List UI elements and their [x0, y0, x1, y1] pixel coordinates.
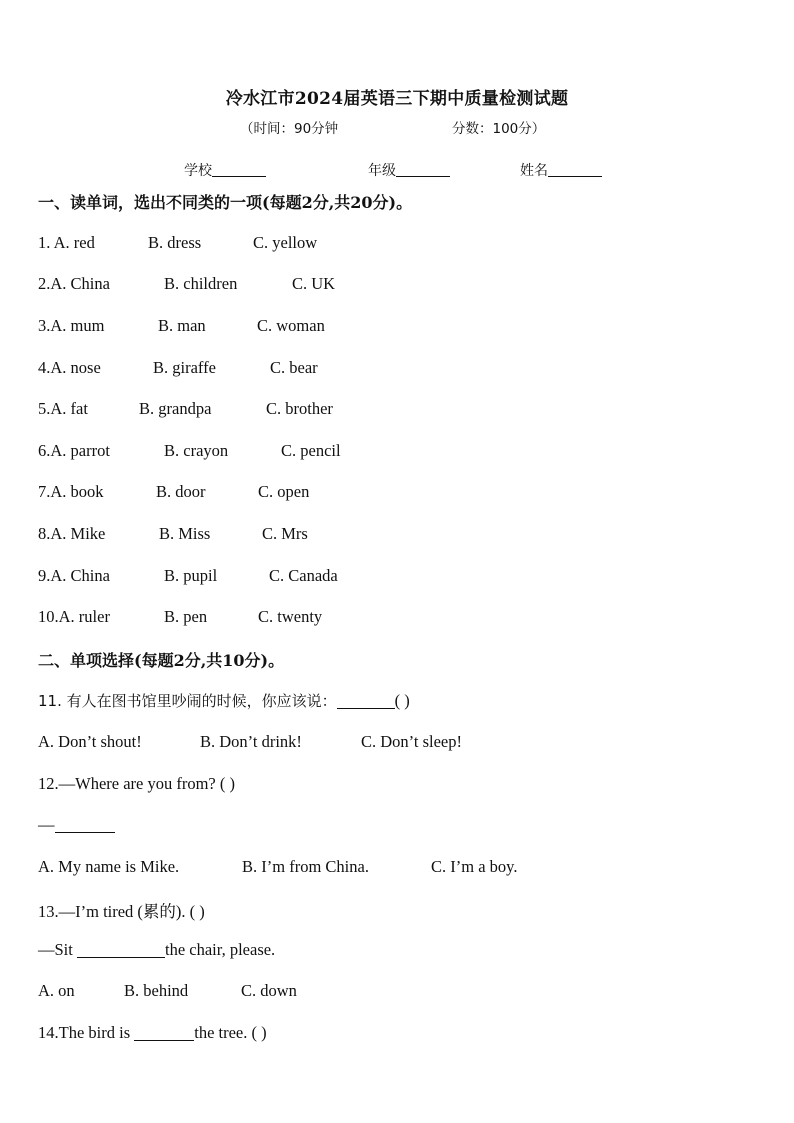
answer-blank: [77, 942, 165, 958]
grade-blank: [396, 162, 450, 177]
question-12: 12.—Where are you from? ( ): [38, 774, 235, 793]
option-b: B. dress: [148, 233, 202, 252]
question-13-reply: [38, 940, 275, 960]
exam-title: 冷水江市2024届英语三下期中质量检测试题: [225, 89, 569, 109]
option-c: C. I’m a boy.: [431, 857, 518, 876]
option-c: C. Canada: [269, 566, 338, 585]
option-a: 8.A. Mike: [38, 524, 106, 543]
option-b: B. children: [164, 274, 238, 293]
option-b: B. pupil: [164, 566, 218, 585]
option-c: C. down: [241, 981, 297, 1000]
question-11: [38, 690, 410, 711]
name-label: 姓名: [520, 163, 548, 179]
grade-label: 年级: [368, 163, 396, 179]
option-b: B. crayon: [164, 441, 229, 460]
option-a: 7.A. book: [38, 482, 104, 501]
option-a: 3.A. mum: [38, 316, 105, 335]
option-a: 1. A. red: [38, 233, 95, 252]
option-c: C. brother: [266, 399, 333, 418]
question-12-reply: [38, 815, 115, 835]
option-c: C. bear: [270, 358, 318, 377]
option-a: A. Don’t shout!: [38, 732, 142, 751]
option-a: A. on: [38, 981, 75, 1000]
option-a: 6.A. parrot: [38, 441, 110, 460]
option-b: B. pen: [164, 607, 208, 626]
question-14: [38, 1023, 267, 1043]
question-14-post: the tree. ( ): [194, 1023, 267, 1042]
exam-time: （时间：90分钟: [240, 121, 339, 137]
option-c: C. open: [258, 482, 310, 501]
option-b: B. Miss: [159, 524, 211, 543]
answer-paren: ( ): [394, 691, 410, 710]
school-field: [184, 160, 266, 180]
option-c: C. twenty: [258, 607, 323, 626]
answer-blank: [134, 1025, 194, 1041]
option-c: C. Mrs: [262, 524, 308, 543]
option-c: C. pencil: [281, 441, 341, 460]
question-14-pre: 14.The bird is: [38, 1023, 135, 1042]
option-b: B. man: [158, 316, 206, 335]
reply-post: the chair, please.: [164, 940, 276, 959]
school-blank: [212, 162, 266, 177]
reply-pre: —Sit: [38, 940, 77, 959]
option-b: B. I’m from China.: [242, 857, 369, 876]
name-blank: [548, 162, 602, 177]
question-13: 13.—I’m tired (累的). ( ): [38, 902, 205, 921]
answer-blank: [55, 817, 115, 833]
option-c: C. yellow: [253, 233, 318, 252]
reply-dash: —: [38, 815, 55, 834]
option-b: B. grandpa: [139, 399, 212, 418]
option-a: 5.A. fat: [38, 399, 88, 418]
grade-field: [368, 160, 450, 180]
option-b: B. behind: [124, 981, 189, 1000]
option-b: B. giraffe: [153, 358, 216, 377]
option-a: A. My name is Mike.: [38, 857, 180, 876]
section1-heading: 一、读单词，选出不同类的一项(每题2分,共20分)。: [38, 193, 413, 212]
option-b: B. door: [156, 482, 206, 501]
option-c: C. woman: [257, 316, 325, 335]
section2-heading: 二、单项选择(每题2分,共10分)。: [38, 651, 285, 670]
option-c: C. Don’t sleep!: [361, 732, 462, 751]
option-b: B. Don’t drink!: [200, 732, 302, 751]
question-11-stem: 11. 有人在图书馆里吵闹的时候，你应该说：: [38, 692, 337, 710]
exam-score: 分数：100分）: [452, 121, 546, 137]
option-a: 10.A. ruler: [38, 607, 110, 626]
option-a: 9.A. China: [38, 566, 110, 585]
school-label: 学校: [184, 163, 212, 179]
name-field: [520, 160, 602, 180]
option-c: C. UK: [292, 274, 336, 293]
option-a: 2.A. China: [38, 274, 110, 293]
option-a: 4.A. nose: [38, 358, 101, 377]
answer-blank: [337, 693, 395, 709]
